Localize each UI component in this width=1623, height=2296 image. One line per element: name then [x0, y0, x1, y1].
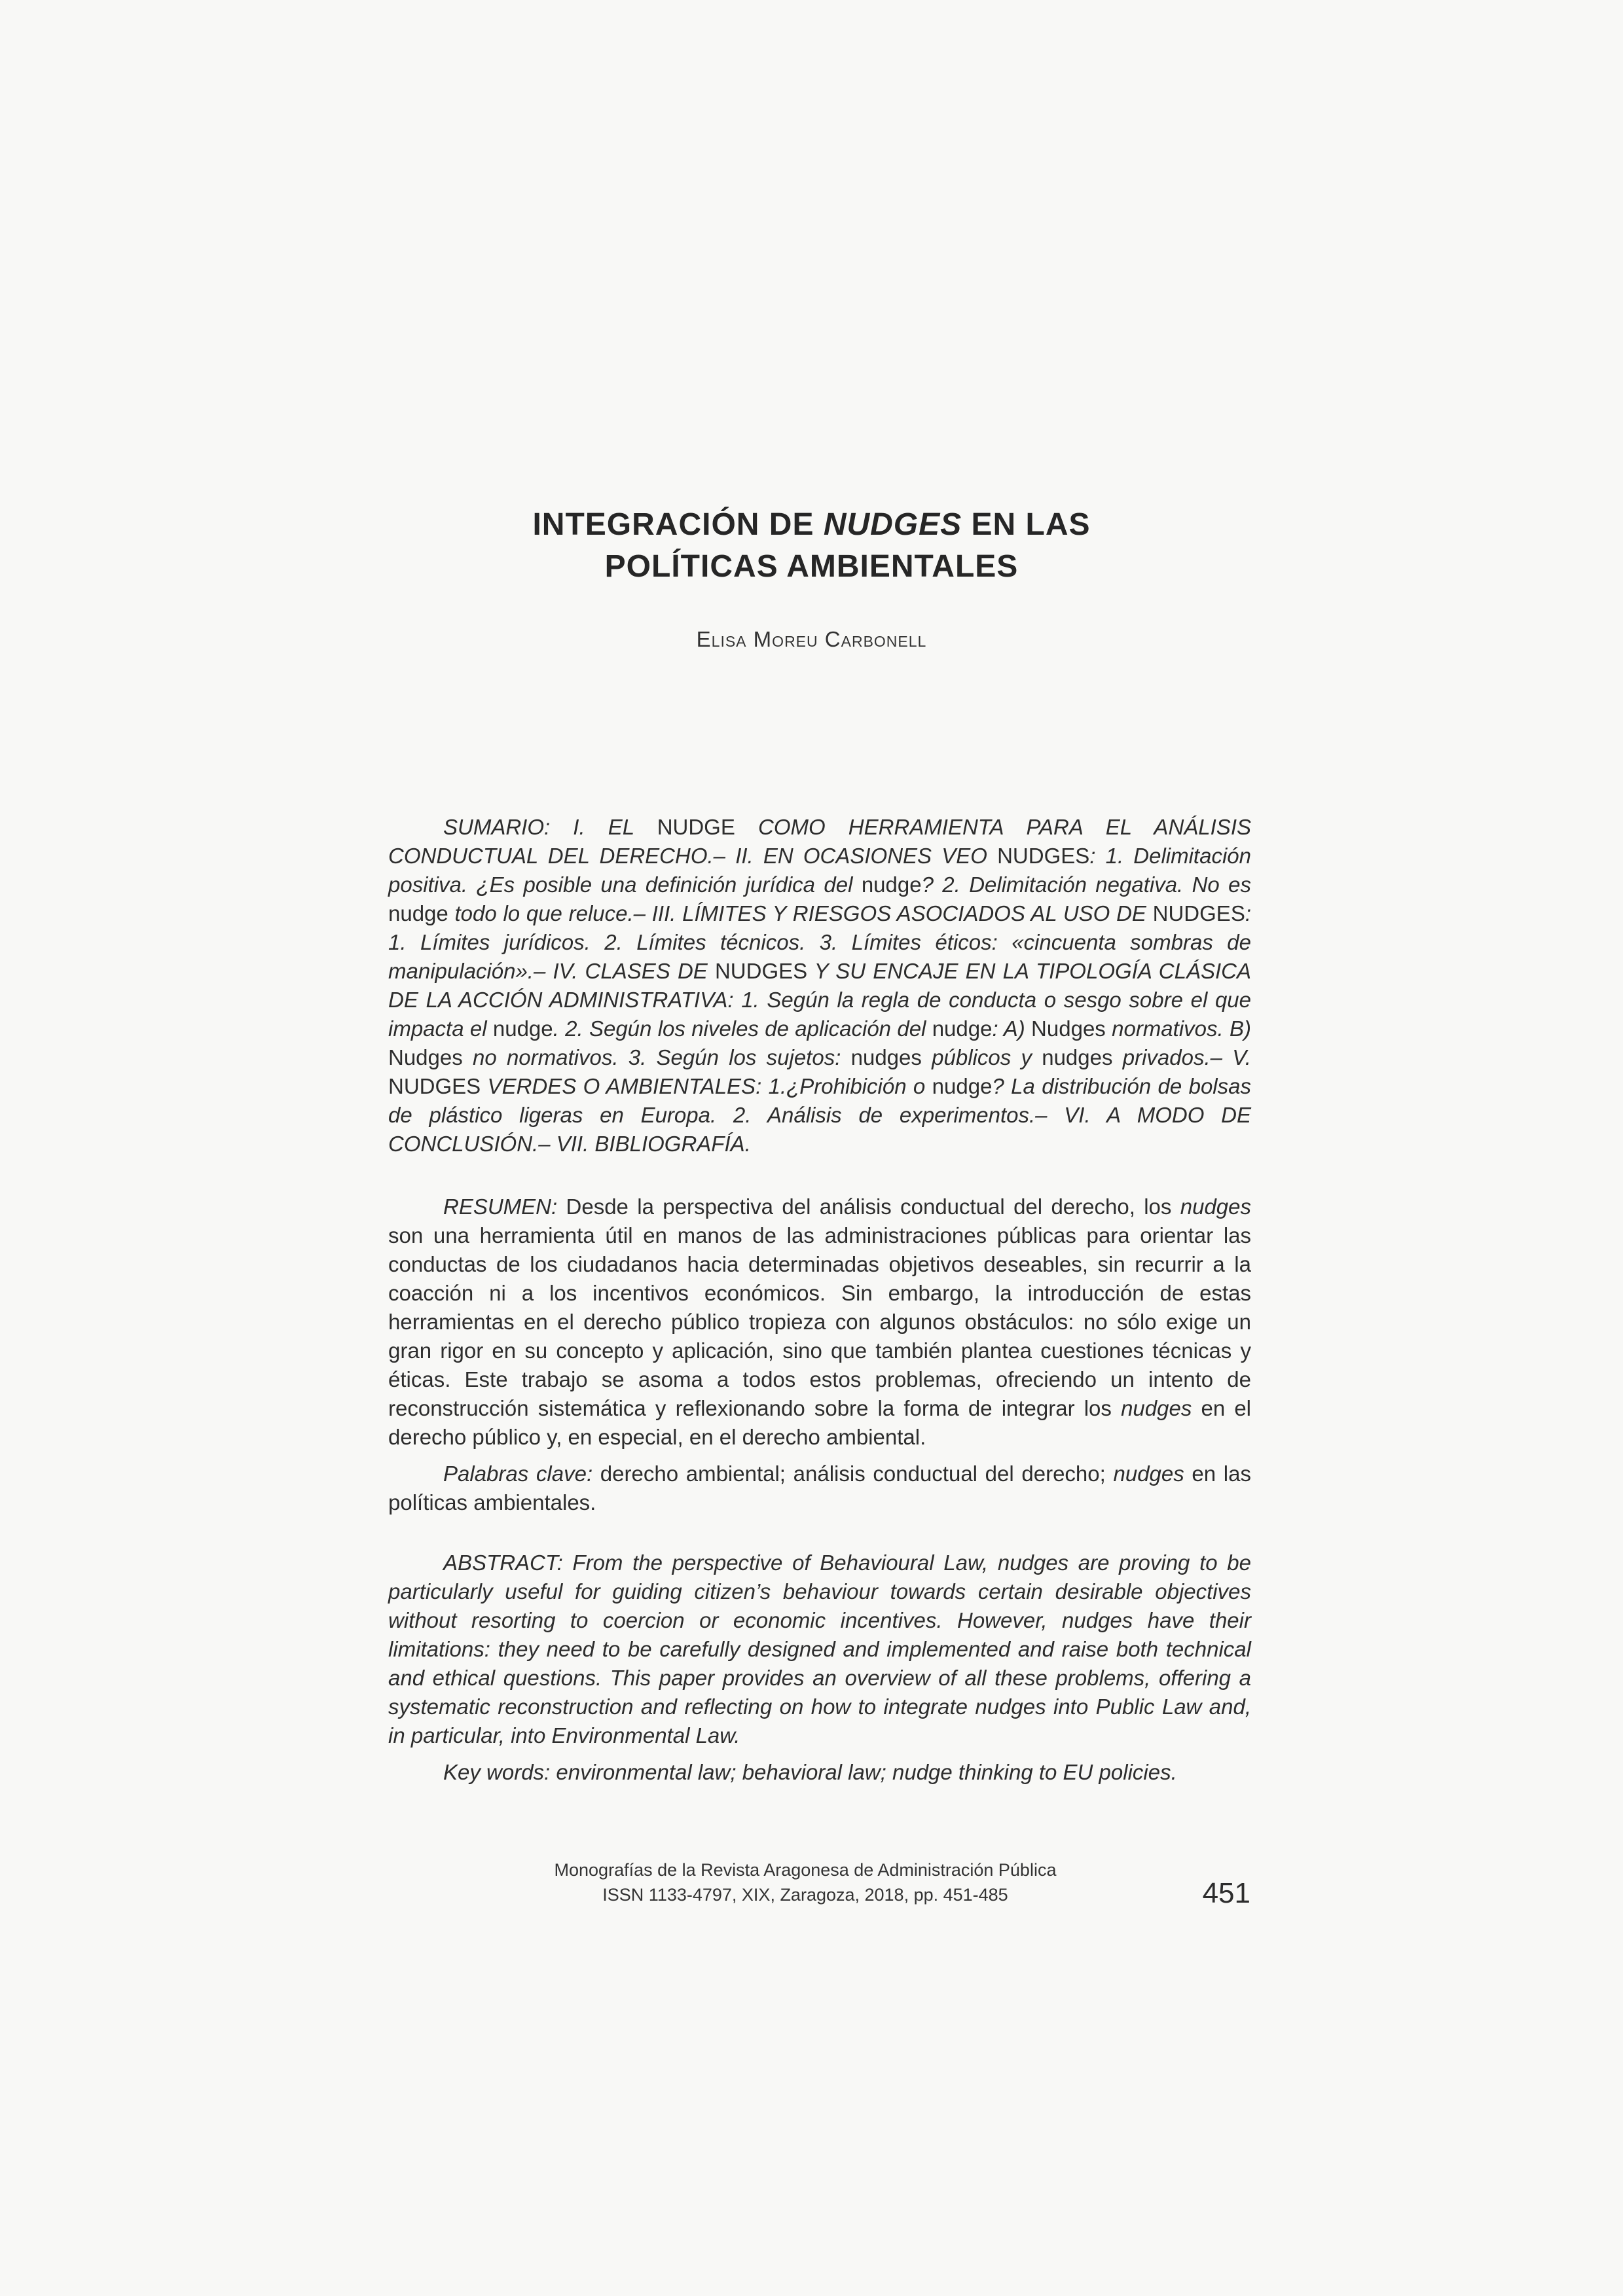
sumario-text: SUMARIO: I. EL — [443, 815, 657, 839]
sumario-text: : A) — [992, 1016, 1032, 1041]
sumario-term: NUDGES — [388, 1074, 481, 1098]
abstract-section — [388, 1549, 1251, 1787]
palabras-clave-label: Palabras clave: — [443, 1462, 593, 1486]
journal-footer — [537, 1857, 1074, 1907]
sumario-paragraph — [388, 813, 1251, 1158]
title-line-1 — [393, 504, 1230, 546]
sumario-text: . 2. Según los niveles de aplicación del — [553, 1016, 932, 1041]
title-text: INTEGRACIÓN DE — [532, 507, 824, 543]
palabras-text: en las políticas ambientales. — [388, 1462, 1251, 1515]
page-number: 451 — [1202, 1877, 1250, 1909]
sumario-term: NUDGES — [997, 844, 1090, 868]
resumen-text: son una herramienta útil en manos de las administraciones públicas para orientar las conductas de los ciudadanos hacia determinadas objetivos deseables, sin recurrir a la coacción ni a los incentivos económicos. Sin embargo, la introducción de estas herramientas en el derecho público tropieza con algunos obstáculos: no sólo exige un gran rigor en su concepto y aplicación, sino que también plantea cuestiones técnicas y éticas. Este trabajo se asoma a todos estos problemas, ofreciendo un intento de reconstrucción sistemática y reflexionando sobre la forma de integrar los — [388, 1223, 1251, 1420]
journal-name: Monografías de la Revista Aragonesa de Administración Pública — [554, 1860, 1057, 1880]
author-name: Elisa Moreu Carbonell — [696, 627, 927, 651]
sumario-text: públicos y — [921, 1045, 1042, 1069]
sumario-text: Y SU ENCAJE EN LA TIPOLOGÍA CLÁSICA DE LA ACCIÓN ADMINISTRATIVA: 1. Según la regla de conducta o sesgo sobre el que impacta el — [388, 959, 1251, 1041]
journal-issn: ISSN 1133-4797, XIX, Zaragoza, 2018, pp. 451-485 — [602, 1885, 1008, 1905]
sumario-text: : 1. Límites jurídicos. 2. Límites técnicos. 3. Límites éticos: «cincuenta sombras de manipulación».– IV. CLASES DE — [388, 901, 1251, 983]
resumen-emphasis: nudges — [1180, 1194, 1251, 1219]
resumen-emphasis: nudges — [1121, 1396, 1192, 1420]
sumario-term: NUDGES — [714, 959, 808, 983]
resumen-text: en el derecho público y, en especial, en el derecho ambiental. — [388, 1396, 1251, 1449]
sumario-text: ? 2. Delimitación negativa. No es — [921, 872, 1252, 897]
sumario-term: nudges — [1042, 1045, 1113, 1069]
sumario-text: COMO HERRAMIENTA PARA EL ANÁLISIS CONDUCTUAL DEL DERECHO.– II. EN OCASIONES VEO — [388, 815, 1251, 868]
sumario-term: NUDGE — [657, 815, 735, 839]
article-title — [393, 504, 1230, 588]
palabras-clave-paragraph — [388, 1460, 1251, 1517]
title-emphasis: NUDGES — [823, 507, 962, 543]
sumario-term: Nudges — [388, 1045, 463, 1069]
sumario-term: nudge — [388, 901, 448, 925]
resumen-label: RESUMEN: — [443, 1194, 558, 1219]
sumario-term: nudge — [492, 1016, 553, 1041]
sumario-term: nudge — [932, 1074, 993, 1098]
sumario-text: privados.– V. — [1112, 1045, 1251, 1069]
resumen-text: Desde la perspectiva del análisis conductual del derecho, los — [557, 1194, 1180, 1219]
keywords-paragraph: Key words: environmental law; behavioral law; nudge thinking to EU policies. — [443, 1760, 1177, 1784]
sumario-text: ? La distribución de bolsas de plástico ligeras en Europa. 2. Análisis de experimentos.– VI. A MODO DE CONCLUSIÓN.– VII. BIBLIOGRAFÍA. — [388, 1074, 1251, 1156]
title-text: EN LAS — [962, 507, 1091, 543]
resumen-section — [388, 1193, 1251, 1517]
sumario-term: nudges — [850, 1045, 922, 1069]
sumario-text: VERDES O AMBIENTALES: 1.¿Prohibición o — [481, 1074, 932, 1098]
sumario-text: : 1. Delimitación positiva. ¿Es posible una definición jurídica del — [388, 844, 1251, 897]
sumario-term: nudge — [861, 872, 922, 897]
palabras-emphasis: nudges — [1113, 1462, 1184, 1486]
abstract-paragraph: ABSTRACT: From the perspective of Behavioural Law, nudges are proving to be particularly useful for guiding citizen’s behaviour towards certain desirable objectives without resorting to coercion or economic incentives. However, nudges have their limitations: they need to be carefully designed and implemented and raise both technical and ethical questions. This paper provides an overview of all these problems, offering a systematic reconstruction and reflecting on how to integrate nudges into Public Law and, in particular, into Environmental Law. — [388, 1551, 1251, 1748]
sumario-term: Nudges — [1031, 1016, 1106, 1041]
sumario-term: NUDGES — [1152, 901, 1245, 925]
sumario-term: nudge — [932, 1016, 993, 1041]
sumario-text: normativos. B) — [1105, 1016, 1251, 1041]
sumario-text: no normativos. 3. Según los sujetos: — [462, 1045, 851, 1069]
palabras-text: derecho ambiental; análisis conductual del derecho; — [593, 1462, 1114, 1486]
title-line-2: POLÍTICAS AMBIENTALES — [604, 549, 1019, 584]
sumario-text: todo lo que reluce.– III. LÍMITES Y RIESGOS ASOCIADOS AL USO DE — [448, 901, 1153, 925]
resumen-paragraph — [388, 1193, 1251, 1452]
sumario-section — [388, 813, 1251, 1158]
